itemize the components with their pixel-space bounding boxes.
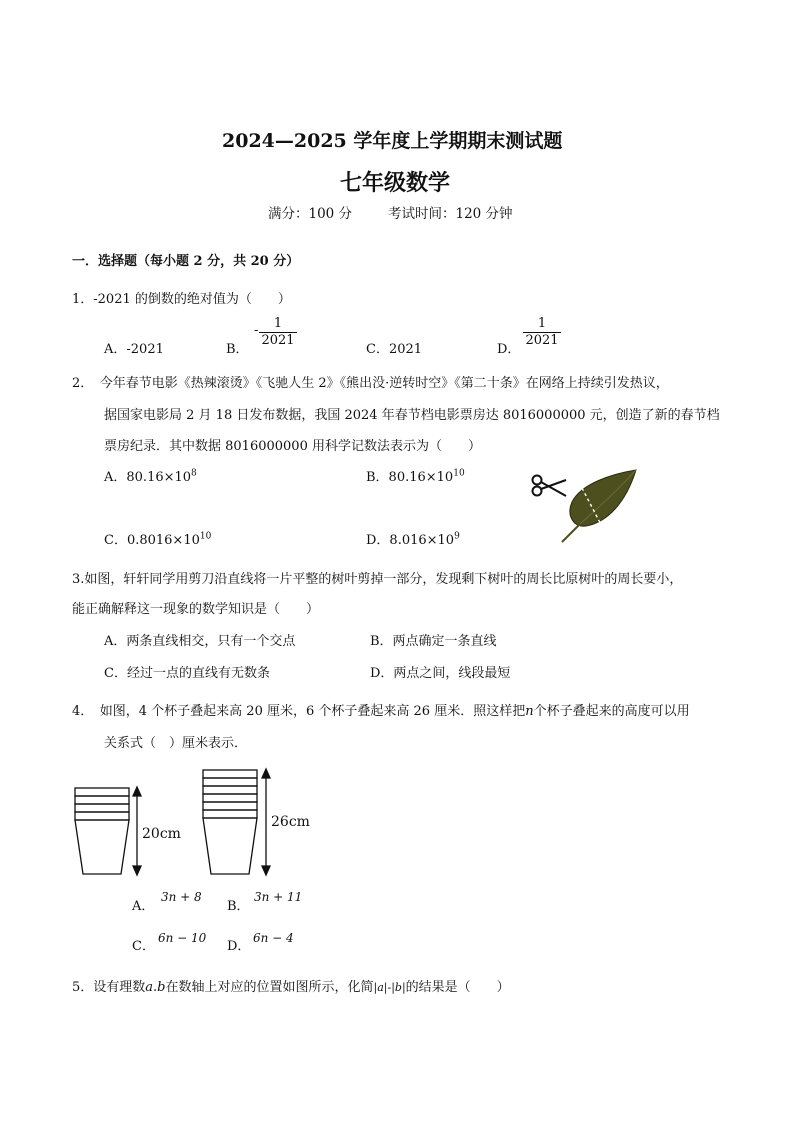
q3-option-b: B．两点确定一条直线 bbox=[370, 634, 497, 649]
leaf-scissors-figure bbox=[526, 466, 642, 544]
q4-option-b-expr: 3n + 11 bbox=[254, 890, 303, 904]
q4-option-d-label: D． bbox=[227, 939, 251, 954]
time-info: 考试时间：120 分钟 bbox=[388, 206, 513, 222]
q2-c-exponent: 10 bbox=[199, 531, 212, 542]
q1-option-a: A．-2021 bbox=[104, 342, 164, 357]
q5-vars: a.b bbox=[145, 980, 166, 995]
label-26cm: 26cm bbox=[271, 814, 310, 830]
q1-b-denominator: 2021 bbox=[261, 333, 295, 348]
q2-line-3: 票房纪录．其中数据 8016000000 用科学记数法表示为（ ） bbox=[104, 439, 481, 454]
q4-line-1 bbox=[72, 700, 690, 719]
q2-b-exponent: 10 bbox=[453, 468, 465, 479]
q3-option-a: A．两条直线相交，只有一个交点 bbox=[104, 634, 296, 649]
q4-line-1-post: 个杯子叠起来的高度可以用 bbox=[533, 704, 690, 719]
q2-d-exponent: 9 bbox=[454, 531, 460, 542]
height-arrow-20cm bbox=[133, 787, 141, 875]
scissors-icon bbox=[533, 476, 567, 497]
q4-line-2: 关系式（ ）厘米表示． bbox=[104, 736, 248, 751]
q3-line-2: 能正确解释这一现象的数学知识是（ ） bbox=[72, 602, 320, 617]
q3-option-c: C．经过一点的直线有无数条 bbox=[104, 666, 270, 681]
q3-option-d: D．两点之间，线段最短 bbox=[370, 666, 511, 681]
q1-option-b-fraction bbox=[258, 316, 298, 349]
label-20cm: 20cm bbox=[142, 826, 181, 842]
q1-b-numerator: 1 bbox=[273, 316, 283, 331]
q1-d-numerator: 1 bbox=[537, 316, 547, 331]
score-info: 满分：100 分 bbox=[268, 206, 353, 222]
q1-d-denominator: 2021 bbox=[525, 333, 559, 348]
q1-option-d-label: D． bbox=[497, 342, 521, 357]
q2-line-2: 据国家电影局 2 月 18 日发布数据，我国 2024 年春节档电影票房达 8016000000 元，创造了新的春节档 bbox=[104, 408, 720, 423]
cups-stack-6 bbox=[203, 770, 257, 874]
height-arrow-26cm bbox=[262, 769, 270, 875]
q4-option-c-label: C． bbox=[132, 939, 155, 954]
q2-option-a bbox=[104, 466, 197, 485]
exam-title: 2024—2025 学年度上学期期末测试题 bbox=[222, 130, 563, 152]
q4-option-a-expr: 3n + 8 bbox=[161, 890, 202, 904]
q2-option-c bbox=[104, 529, 211, 548]
exam-subtitle: 七年级数学 bbox=[340, 170, 451, 196]
q2-line-1: 2． 今年春节电影《热辣滚烫》《飞驰人生 2》《熊出没·逆转时空》《第二十条》在网络上持续引发热议， bbox=[72, 376, 669, 391]
section-heading: 一．选择题（每小题 2 分，共 20 分） bbox=[72, 254, 300, 269]
q2-b-base: B．80.16×10 bbox=[366, 470, 454, 485]
q1-option-b-label: B． bbox=[226, 342, 249, 357]
q4-option-a-label: A． bbox=[132, 899, 155, 914]
q2-option-b bbox=[366, 466, 465, 485]
q2-option-d bbox=[366, 529, 460, 548]
q2-c-base: C．0.8016×10 bbox=[104, 533, 200, 548]
q1-stem: 1．-2021 的倒数的绝对值为（ ） bbox=[72, 292, 291, 307]
q4-line-1-pre: 4． 如图，4 个杯子叠起来高 20 厘米，6 个杯子叠起来高 26 厘米．照这样把 bbox=[72, 704, 526, 719]
cups-stack-4 bbox=[75, 788, 129, 874]
q5-expression: |a|-|b| bbox=[373, 981, 406, 994]
q4-variable-n: n bbox=[525, 704, 534, 719]
leaf-icon bbox=[562, 470, 636, 542]
q3-line-1: 3.如图，轩轩同学用剪刀沿直线将一片平整的树叶剪掉一部分，发现剩下树叶的周长比原树叶的周长要小， bbox=[72, 572, 683, 587]
q5-stem bbox=[72, 976, 510, 995]
q2-a-base: A．80.16×10 bbox=[104, 470, 192, 485]
q2-d-base: D．8.016×10 bbox=[366, 533, 455, 548]
q4-option-c-expr: 6n − 10 bbox=[158, 931, 207, 945]
q1-option-d-fraction bbox=[522, 316, 562, 349]
q1-option-c: C．2021 bbox=[366, 342, 423, 357]
q5-mid: 在数轴上对应的位置如图所示，化简 bbox=[165, 980, 374, 995]
q2-a-exponent: 8 bbox=[191, 468, 197, 479]
q5-pre: 5．设有理数 bbox=[72, 980, 146, 995]
q4-option-b-label: B． bbox=[227, 899, 250, 914]
q5-post: 的结果是（ ） bbox=[405, 980, 510, 995]
q4-option-d-expr: 6n − 4 bbox=[253, 931, 294, 945]
q1-option-b-minus: - bbox=[254, 323, 259, 338]
